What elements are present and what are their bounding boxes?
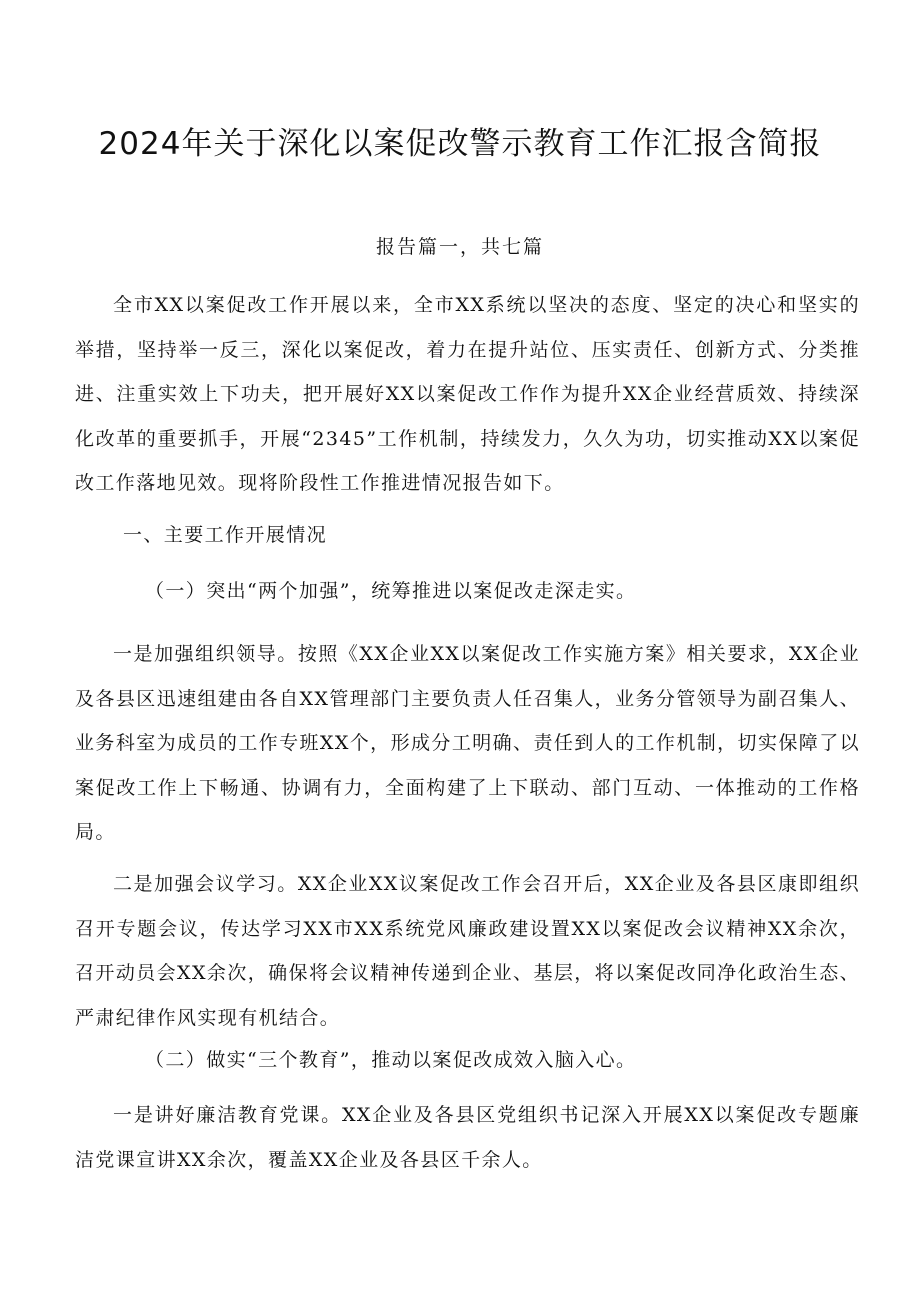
document-title: 2024年关于深化以案促改警示教育工作汇报含简报: [98, 126, 822, 162]
section-heading: 一、主要工作开展情况: [123, 524, 328, 546]
org-leadership-paragraph: 一是加强组织领导。按照《XX企业XX以案促改工作实施方案》相关要求，XX企业及各县区迅速组建由各自XX管理部门主要负责人任召集人，业务分管领导为副召集人、业务科室为成员的工作专班XX个，形成分工明确、责任到人的工作机制，切实保障了以案促改工作上下畅通、协调有力，全面构建了上下联动、部门互动、一体推动的工作格局。: [75, 643, 860, 843]
subsection-heading-2: （二）做实“三个教育”，推动以案促改成效入脑入心。: [145, 1049, 637, 1071]
subsection-heading: （一）突出“两个加强”，统筹推进以案促改走深走实。: [145, 580, 637, 602]
intro-paragraph: 全市XX以案促改工作开展以来，全市XX系统以坚决的态度、坚定的决心和坚实的举措，坚持举一反三，深化以案促改，着力在提升站位、压实责任、创新方式、分类推进、注重实效上下功夫，把开展好XX以案促改工作作为提升XX企业经营质效、持续深化改革的重要抓手，开展“2345”工作机制，持续发力，久久为功，切实推动XX以案促改工作落地见效。现将阶段性工作推进情况报告如下。: [75, 294, 860, 494]
meeting-study-paragraph: 二是加强会议学习。XX企业XX议案促改工作会召开后，XX企业及各县区康即组织召开专题会议，传达学习XX市XX系统党风廉政建设置XX以案促改会议精神XX余次，召开动员会XX余次，确保将会议精神传递到企业、基层，将以案促改同净化政治生态、严肃纪律作风实现有机结合。: [75, 873, 860, 1029]
integrity-class-paragraph: 一是讲好廉洁教育党课。XX企业及各县区党组织书记深入开展XX以案促改专题廉洁党课宣讲XX余次，覆盖XX企业及各县区千余人。: [75, 1104, 860, 1171]
document-subtitle: 报告篇一，共七篇: [375, 236, 544, 258]
